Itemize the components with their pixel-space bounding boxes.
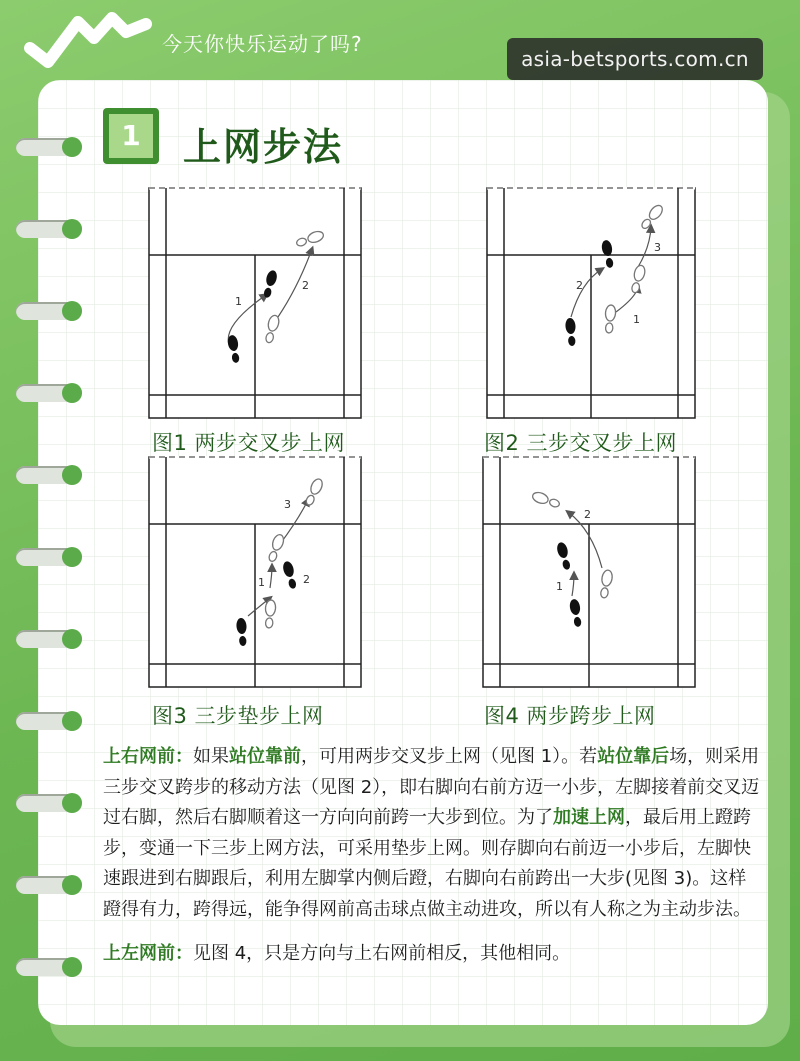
binder-hole [62, 465, 82, 485]
text-segment: 见图 4，只是方向与上右网前相反，其他相同。 [193, 943, 571, 964]
text-segment: 加速上网 [553, 807, 625, 828]
binder-hole [62, 957, 82, 977]
paragraph [103, 742, 763, 925]
step-label: 1 [235, 295, 242, 308]
text-segment: 场，则采用三步交叉跨步的移动方法（见图 2），即右脚向右前方迈一小步，左脚接着前交叉迈过右脚，然后右脚顺着这一方向向前跨一大步到位。为了 [103, 746, 760, 828]
text-segment: 上左网前： [103, 943, 193, 964]
court-diagram-4 [482, 456, 696, 688]
binder-hole [62, 793, 82, 813]
binder-hole [62, 711, 82, 731]
body-text [103, 742, 763, 970]
binder-hole [62, 547, 82, 567]
court-diagram-3 [148, 456, 362, 688]
figure-caption-3: 图3 三步垫步上网 [152, 704, 324, 728]
step-label: 1 [633, 313, 640, 326]
section-number-badge [103, 108, 159, 164]
binder-hole [62, 137, 82, 157]
logo-check-icon [22, 8, 152, 70]
step-label: 3 [284, 498, 291, 511]
paragraph [103, 939, 763, 970]
binder-hole [62, 219, 82, 239]
section-number: 1 [109, 114, 153, 158]
binder-hole [62, 383, 82, 403]
section-title: 上网步法 [183, 125, 344, 169]
figure-caption-4: 图4 两步跨步上网 [484, 704, 656, 728]
binder-hole [62, 629, 82, 649]
header-title: 今天你快乐运动了吗? [162, 32, 363, 56]
step-label: 2 [576, 279, 583, 292]
step-label: 2 [584, 508, 591, 521]
figure-caption-2: 图2 三步交叉步上网 [484, 431, 678, 455]
text-segment: ，可用两步交叉步上网（见图 1）。若 [301, 746, 598, 767]
text-segment: ，最后用上蹬跨步，变通一下三步上网方法，可采用垫步上网。则存脚向右前迈一小步后，左脚快速跟进到右脚跟后，利用左脚掌内侧后蹬，右脚向右前跨出一大步(见图 3)。这样蹬得有力，跨得远，能争得网前高击球点做主动进攻，所以有人称之为主动步法。 [103, 807, 751, 920]
step-label: 2 [303, 573, 310, 586]
step-label: 2 [302, 279, 309, 292]
watermark: asia-betsports.com.cn [507, 38, 763, 80]
step-label: 1 [556, 580, 563, 593]
binder-hole [62, 875, 82, 895]
text-segment: 站位靠后 [597, 746, 670, 767]
text-segment: 站位靠前 [229, 746, 301, 767]
text-segment: 上右网前： [103, 746, 193, 767]
step-label: 1 [258, 576, 265, 589]
text-segment: 如果 [193, 746, 229, 767]
court-diagram-2 [486, 187, 696, 419]
figure-caption-1: 图1 两步交叉步上网 [152, 431, 346, 455]
court-diagram-1 [148, 187, 362, 419]
step-label: 3 [654, 241, 661, 254]
binder-hole [62, 301, 82, 321]
